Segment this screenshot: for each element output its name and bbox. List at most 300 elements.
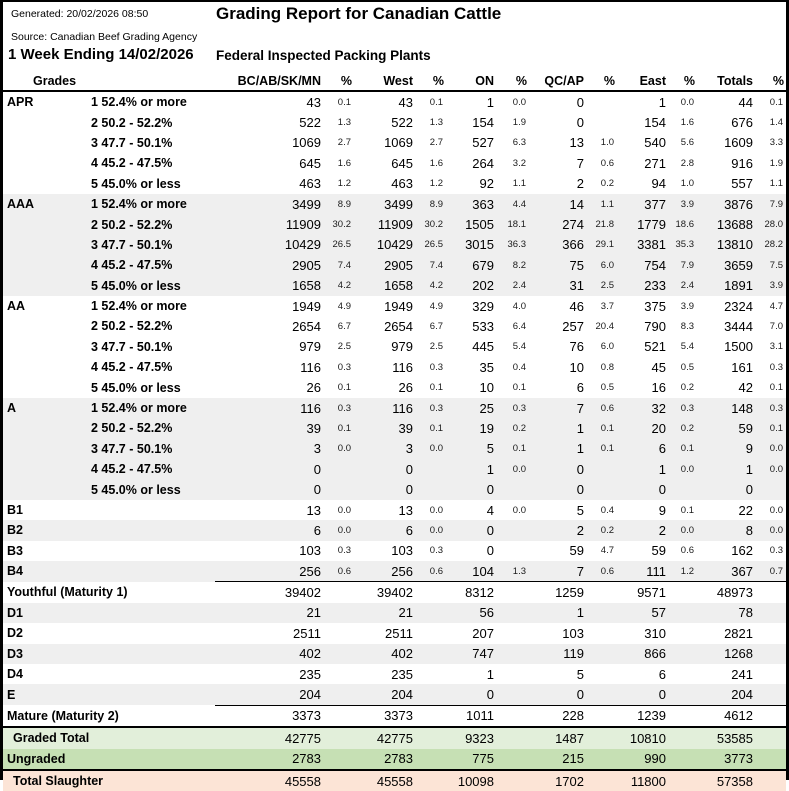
value-cell: 775: [446, 749, 496, 770]
value-cell: 6: [617, 439, 668, 459]
yield-class-cell: 1 52.4% or more: [91, 95, 187, 110]
grade-code-cell: [3, 337, 91, 357]
value-cell: 1: [617, 459, 668, 479]
value-cell: 1: [529, 439, 586, 459]
percent-cell: 2.5: [586, 276, 617, 296]
value-cell: 866: [617, 644, 668, 664]
percent-cell: [415, 623, 446, 643]
percent-cell: 26.5: [415, 235, 446, 255]
value-cell: 1702: [529, 770, 586, 791]
table-row: [3, 112, 786, 132]
value-cell: 26: [306, 380, 321, 396]
percent-cell: 0.6: [415, 561, 446, 582]
table-row: [3, 561, 786, 582]
value-cell: 445: [472, 339, 494, 355]
table-row: [3, 133, 786, 153]
table-row: [3, 337, 786, 357]
value-cell: 13810: [697, 235, 755, 255]
value-cell: 1658: [215, 276, 323, 296]
grade-code-cell: [3, 377, 91, 397]
value-cell: 1: [446, 459, 496, 479]
value-cell: 75: [529, 255, 586, 275]
yield-class-cell: 4 45.2 - 47.5%: [91, 360, 173, 375]
grade-code-cell: [3, 459, 91, 479]
value-cell: 363: [446, 194, 496, 214]
table-row: [3, 479, 786, 499]
value-cell: 10429: [354, 235, 415, 255]
value-cell: 2: [617, 520, 668, 540]
percent-cell: 4.0: [512, 300, 526, 312]
value-cell: 94: [651, 176, 666, 192]
row-label-cell: Ungraded: [3, 749, 215, 770]
value-cell: 1: [486, 666, 494, 682]
value-cell: 9571: [617, 582, 668, 603]
value-cell: 11909: [354, 214, 415, 234]
grade-code-cell: APR: [7, 95, 34, 110]
percent-cell: 36.3: [496, 235, 529, 255]
percent-cell: 0.3: [323, 398, 354, 418]
value-cell: 790: [644, 318, 666, 334]
grade-code-cell: [3, 418, 91, 438]
value-cell: 1268: [697, 644, 755, 664]
column-header: %: [496, 66, 529, 91]
percent-cell: [755, 664, 786, 684]
percent-cell: 1.1: [769, 178, 783, 190]
percent-cell: 4.9: [429, 300, 443, 312]
value-cell: 215: [529, 749, 586, 770]
percent-cell: 5.6: [680, 137, 694, 149]
percent-cell: 0.6: [586, 561, 617, 582]
percent-cell: 4.7: [600, 545, 614, 557]
percent-cell: 0.3: [755, 398, 786, 418]
yield-class-cell: 5 45.0% or less: [91, 380, 181, 395]
grade-code-cell: [3, 112, 91, 132]
value-cell: 1239: [617, 705, 668, 727]
value-cell: 256: [354, 561, 415, 582]
percent-cell: 0.3: [769, 545, 783, 557]
percent-cell: 0.0: [415, 520, 446, 540]
percent-cell: [586, 684, 617, 705]
percent-cell: 0.1: [668, 439, 697, 459]
source-label: Source: Canadian Beef Grading Agency: [11, 31, 198, 43]
value-cell: 39: [215, 418, 323, 438]
value-cell: 46: [569, 298, 584, 314]
percent-cell: 0.1: [337, 96, 351, 108]
percent-cell: 0.3: [496, 398, 529, 418]
table-row: [3, 541, 786, 561]
yield-class-cell: 3 47.7 - 50.1%: [91, 235, 215, 255]
percent-cell: 0.7: [755, 561, 786, 582]
table-row: [3, 603, 786, 623]
percent-cell: 0.2: [586, 520, 617, 540]
percent-cell: 0.6: [680, 545, 694, 557]
table-row: [3, 377, 786, 397]
grade-code-cell: [3, 153, 91, 173]
percent-cell: 6.0: [586, 255, 617, 275]
value-cell: 3: [354, 439, 415, 459]
week-ending-label: 1 Week Ending 14/02/2026: [8, 46, 194, 63]
percent-cell: [755, 749, 786, 770]
value-cell: 979: [391, 339, 413, 355]
yield-class-cell: 2 50.2 - 52.2%: [91, 214, 215, 234]
table-header: [3, 66, 786, 91]
report-title: Grading Report for Canadian Cattle: [216, 4, 502, 23]
value-cell: 645: [299, 155, 321, 171]
percent-cell: 2.5: [337, 341, 351, 353]
percent-cell: 0.5: [600, 382, 614, 394]
value-cell: 0: [354, 479, 415, 499]
percent-cell: 0.1: [415, 418, 446, 438]
value-cell: 241: [731, 666, 753, 682]
value-cell: 7: [576, 155, 584, 171]
value-cell: 48973: [697, 582, 755, 603]
percent-cell: [323, 603, 354, 623]
percent-cell: 6.4: [512, 320, 526, 332]
percent-cell: 7.9: [755, 194, 786, 214]
percent-cell: 8.9: [323, 194, 354, 214]
value-cell: 754: [617, 255, 668, 275]
percent-cell: 3.9: [668, 194, 697, 214]
value-cell: 1779: [617, 214, 668, 234]
value-cell: 463: [391, 176, 413, 192]
value-cell: 11800: [617, 770, 668, 791]
yield-class-cell: 3 47.7 - 50.1%: [91, 339, 173, 354]
value-cell: 1949: [384, 298, 413, 314]
report-subtitle: Federal Inspected Packing Plants: [216, 48, 431, 63]
table-row: [3, 749, 786, 770]
value-cell: 39: [354, 418, 415, 438]
grade-code-cell: [3, 255, 91, 275]
value-cell: 10098: [446, 770, 496, 791]
percent-cell: 0.1: [769, 96, 783, 108]
value-cell: 1011: [446, 705, 496, 727]
value-cell: 21: [354, 603, 415, 623]
percent-cell: 0.3: [429, 545, 443, 557]
yield-class-cell: 4 45.2 - 47.5%: [91, 255, 215, 275]
percent-cell: 1.2: [668, 561, 697, 582]
value-cell: 3381: [617, 235, 668, 255]
grade-code-cell: [3, 316, 91, 336]
value-cell: 1609: [724, 135, 753, 151]
percent-cell: [323, 582, 354, 603]
column-header: West: [354, 66, 415, 91]
value-cell: 5: [576, 502, 584, 518]
header-row: [3, 66, 786, 91]
value-cell: 43: [306, 94, 321, 110]
value-cell: 0: [486, 543, 494, 559]
percent-cell: [755, 727, 786, 748]
table-row: [3, 418, 786, 438]
percent-cell: 3.9: [755, 276, 786, 296]
percent-cell: [586, 623, 617, 643]
grade-code-cell: [3, 235, 91, 255]
grade-code-cell: AA: [7, 299, 26, 314]
percent-cell: 1.0: [680, 178, 694, 190]
value-cell: 522: [391, 115, 413, 131]
yield-class-cell: 2 50.2 - 52.2%: [91, 319, 173, 334]
value-cell: 43: [398, 94, 413, 110]
value-cell: 3499: [215, 194, 323, 214]
value-cell: 162: [731, 543, 753, 559]
percent-cell: 0.0: [323, 439, 354, 459]
row-label-cell: B2: [3, 520, 215, 540]
percent-cell: 1.2: [429, 178, 443, 190]
percent-cell: [415, 684, 446, 705]
column-header-grades: Grades: [3, 66, 215, 91]
value-cell: 522: [299, 115, 321, 131]
table-row: [3, 705, 786, 727]
value-cell: 6: [215, 520, 323, 540]
grade-code-cell: [3, 174, 91, 194]
value-cell: 329: [472, 298, 494, 314]
value-cell: 204: [697, 684, 755, 705]
percent-cell: 1.1: [586, 194, 617, 214]
percent-cell: 0.3: [337, 361, 351, 373]
percent-cell: 0.1: [429, 96, 443, 108]
value-cell: 53585: [697, 727, 755, 748]
value-cell: 0: [617, 684, 668, 705]
value-cell: 2905: [215, 255, 323, 275]
percent-cell: 4.4: [496, 194, 529, 214]
table-row: [3, 623, 786, 643]
yield-class-cell: 1 52.4% or more: [91, 398, 215, 418]
value-cell: 1: [658, 94, 666, 110]
value-cell: 1891: [697, 276, 755, 296]
table-row: [3, 276, 786, 296]
value-cell: 9: [658, 502, 666, 518]
value-cell: 0: [446, 479, 496, 499]
percent-cell: 1.2: [337, 178, 351, 190]
value-cell: 264: [472, 155, 494, 171]
value-cell: 9: [697, 439, 755, 459]
percent-cell: [586, 644, 617, 664]
percent-cell: 0.1: [680, 504, 694, 516]
yield-class-cell: 5 45.0% or less: [91, 176, 181, 191]
value-cell: 5: [446, 439, 496, 459]
percent-cell: 2.8: [680, 157, 694, 169]
value-cell: 13: [569, 135, 584, 151]
percent-cell: [586, 727, 617, 748]
percent-cell: 30.2: [323, 214, 354, 234]
percent-cell: 7.9: [668, 255, 697, 275]
value-cell: 26: [398, 380, 413, 396]
percent-cell: 0.6: [600, 157, 614, 169]
percent-cell: 6.7: [337, 320, 351, 332]
value-cell: 6: [576, 380, 584, 396]
value-cell: 116: [354, 398, 415, 418]
value-cell: 375: [644, 298, 666, 314]
percent-cell: 0.6: [586, 398, 617, 418]
value-cell: 116: [300, 359, 321, 375]
percent-cell: 35.3: [668, 235, 697, 255]
percent-cell: 5.4: [680, 341, 694, 353]
percent-cell: 1.4: [769, 117, 783, 129]
percent-cell: [755, 705, 786, 727]
percent-cell: 0.4: [600, 504, 614, 516]
percent-cell: 8.2: [496, 255, 529, 275]
value-cell: 204: [215, 684, 323, 705]
value-cell: 533: [472, 318, 494, 334]
generated-timestamp: Generated: 20/02/2026 08:50: [11, 8, 149, 20]
percent-cell: 0.1: [586, 418, 617, 438]
table-row: [3, 520, 786, 540]
value-cell: 57: [617, 603, 668, 623]
percent-cell: 0.2: [496, 418, 529, 438]
value-cell: 111: [617, 561, 668, 582]
percent-cell: [323, 770, 354, 791]
table-row: [3, 296, 786, 316]
row-label-cell: B4: [3, 561, 215, 582]
table-row: [3, 255, 786, 275]
grade-code-cell: [3, 276, 91, 296]
value-cell: 57358: [697, 770, 755, 791]
percent-cell: 0.2: [680, 382, 694, 394]
percent-cell: 1.6: [680, 117, 694, 129]
percent-cell: 2.4: [668, 276, 697, 296]
table-row: [3, 459, 786, 479]
value-cell: 59: [569, 543, 584, 559]
percent-cell: 0.1: [755, 418, 786, 438]
percent-cell: [415, 644, 446, 664]
value-cell: 310: [644, 625, 666, 641]
value-cell: 4: [486, 502, 494, 518]
value-cell: 256: [215, 561, 323, 582]
percent-cell: 0.2: [668, 418, 697, 438]
percent-cell: 0.1: [512, 382, 526, 394]
yield-class-cell: 1 52.4% or more: [91, 299, 187, 314]
value-cell: 59: [697, 418, 755, 438]
value-cell: 1949: [292, 298, 321, 314]
percent-cell: [496, 664, 529, 684]
value-cell: 3499: [354, 194, 415, 214]
value-cell: 0: [354, 459, 415, 479]
table-row: [3, 684, 786, 705]
value-cell: 3444: [724, 318, 753, 334]
percent-cell: [668, 770, 697, 791]
value-cell: 2905: [354, 255, 415, 275]
percent-cell: 7.4: [415, 255, 446, 275]
row-label-cell: Graded Total: [3, 727, 215, 748]
percent-cell: 28.2: [755, 235, 786, 255]
column-header: ON: [446, 66, 496, 91]
percent-cell: 0.0: [680, 96, 694, 108]
value-cell: 13: [306, 502, 321, 518]
percent-cell: 4.7: [769, 300, 783, 312]
percent-cell: 0.0: [755, 459, 786, 479]
percent-cell: [668, 684, 697, 705]
column-header: BC/AB/SK/MN: [215, 66, 323, 91]
value-cell: 274: [529, 214, 586, 234]
value-cell: 10429: [215, 235, 323, 255]
percent-cell: 29.1: [586, 235, 617, 255]
value-cell: 16: [651, 380, 666, 396]
percent-cell: 8.3: [680, 320, 694, 332]
percent-cell: [586, 770, 617, 791]
percent-cell: [323, 749, 354, 770]
column-header: Totals: [697, 66, 755, 91]
value-cell: 161: [731, 359, 753, 375]
percent-cell: [586, 479, 617, 499]
grade-code-cell: A: [3, 398, 91, 418]
value-cell: 3373: [354, 705, 415, 727]
value-cell: 20: [617, 418, 668, 438]
value-cell: 154: [472, 115, 494, 131]
value-cell: 0: [529, 479, 586, 499]
percent-cell: 18.6: [668, 214, 697, 234]
percent-cell: [496, 623, 529, 643]
column-header: East: [617, 66, 668, 91]
value-cell: 32: [617, 398, 668, 418]
yield-class-cell: 2 50.2 - 52.2%: [91, 115, 173, 130]
percent-cell: 0.0: [512, 96, 526, 108]
table-row: [3, 194, 786, 214]
value-cell: 103: [391, 543, 413, 559]
value-cell: 2511: [385, 625, 413, 641]
percent-cell: [668, 623, 697, 643]
yield-class-cell: 5 45.0% or less: [91, 276, 215, 296]
column-header: %: [586, 66, 617, 91]
value-cell: 0: [529, 684, 586, 705]
value-cell: 527: [472, 135, 494, 151]
value-cell: 3: [215, 439, 323, 459]
percent-cell: 0.3: [668, 398, 697, 418]
value-cell: 0: [446, 684, 496, 705]
percent-cell: 1.1: [512, 178, 526, 190]
percent-cell: 4.2: [323, 276, 354, 296]
value-cell: 0: [215, 479, 323, 499]
percent-cell: [586, 749, 617, 770]
value-cell: 35: [479, 359, 494, 375]
value-cell: 1: [697, 459, 755, 479]
percent-cell: [586, 91, 617, 112]
percent-cell: 4.9: [337, 300, 351, 312]
value-cell: 0: [215, 459, 323, 479]
percent-cell: 3.1: [769, 341, 783, 353]
percent-cell: 8.9: [415, 194, 446, 214]
percent-cell: [496, 479, 529, 499]
value-cell: 2324: [724, 298, 753, 314]
percent-cell: 21.8: [586, 214, 617, 234]
percent-cell: 0.1: [337, 382, 351, 394]
percent-cell: 0.1: [769, 382, 783, 394]
percent-cell: [415, 749, 446, 770]
percent-cell: 1.3: [429, 117, 443, 129]
percent-cell: 0.5: [680, 361, 694, 373]
value-cell: 8: [697, 520, 755, 540]
percent-cell: [323, 644, 354, 664]
table-row: [3, 644, 786, 664]
percent-cell: 0.0: [755, 439, 786, 459]
percent-cell: [415, 459, 446, 479]
percent-cell: 0.3: [415, 398, 446, 418]
value-cell: 2511: [293, 625, 321, 641]
percent-cell: [668, 644, 697, 664]
yield-class-cell: 3 47.7 - 50.1%: [91, 135, 173, 150]
value-cell: 3015: [446, 235, 496, 255]
value-cell: 2821: [724, 625, 753, 641]
percent-cell: 18.1: [496, 214, 529, 234]
percent-cell: 0.0: [323, 520, 354, 540]
percent-cell: [496, 644, 529, 664]
percent-cell: 7.4: [323, 255, 354, 275]
value-cell: 5: [576, 666, 584, 682]
percent-cell: [755, 684, 786, 705]
value-cell: 148: [697, 398, 755, 418]
percent-cell: 0.3: [337, 545, 351, 557]
table-row: [3, 235, 786, 255]
value-cell: 207: [472, 625, 494, 641]
yield-class-cell: 1 52.4% or more: [91, 194, 215, 214]
